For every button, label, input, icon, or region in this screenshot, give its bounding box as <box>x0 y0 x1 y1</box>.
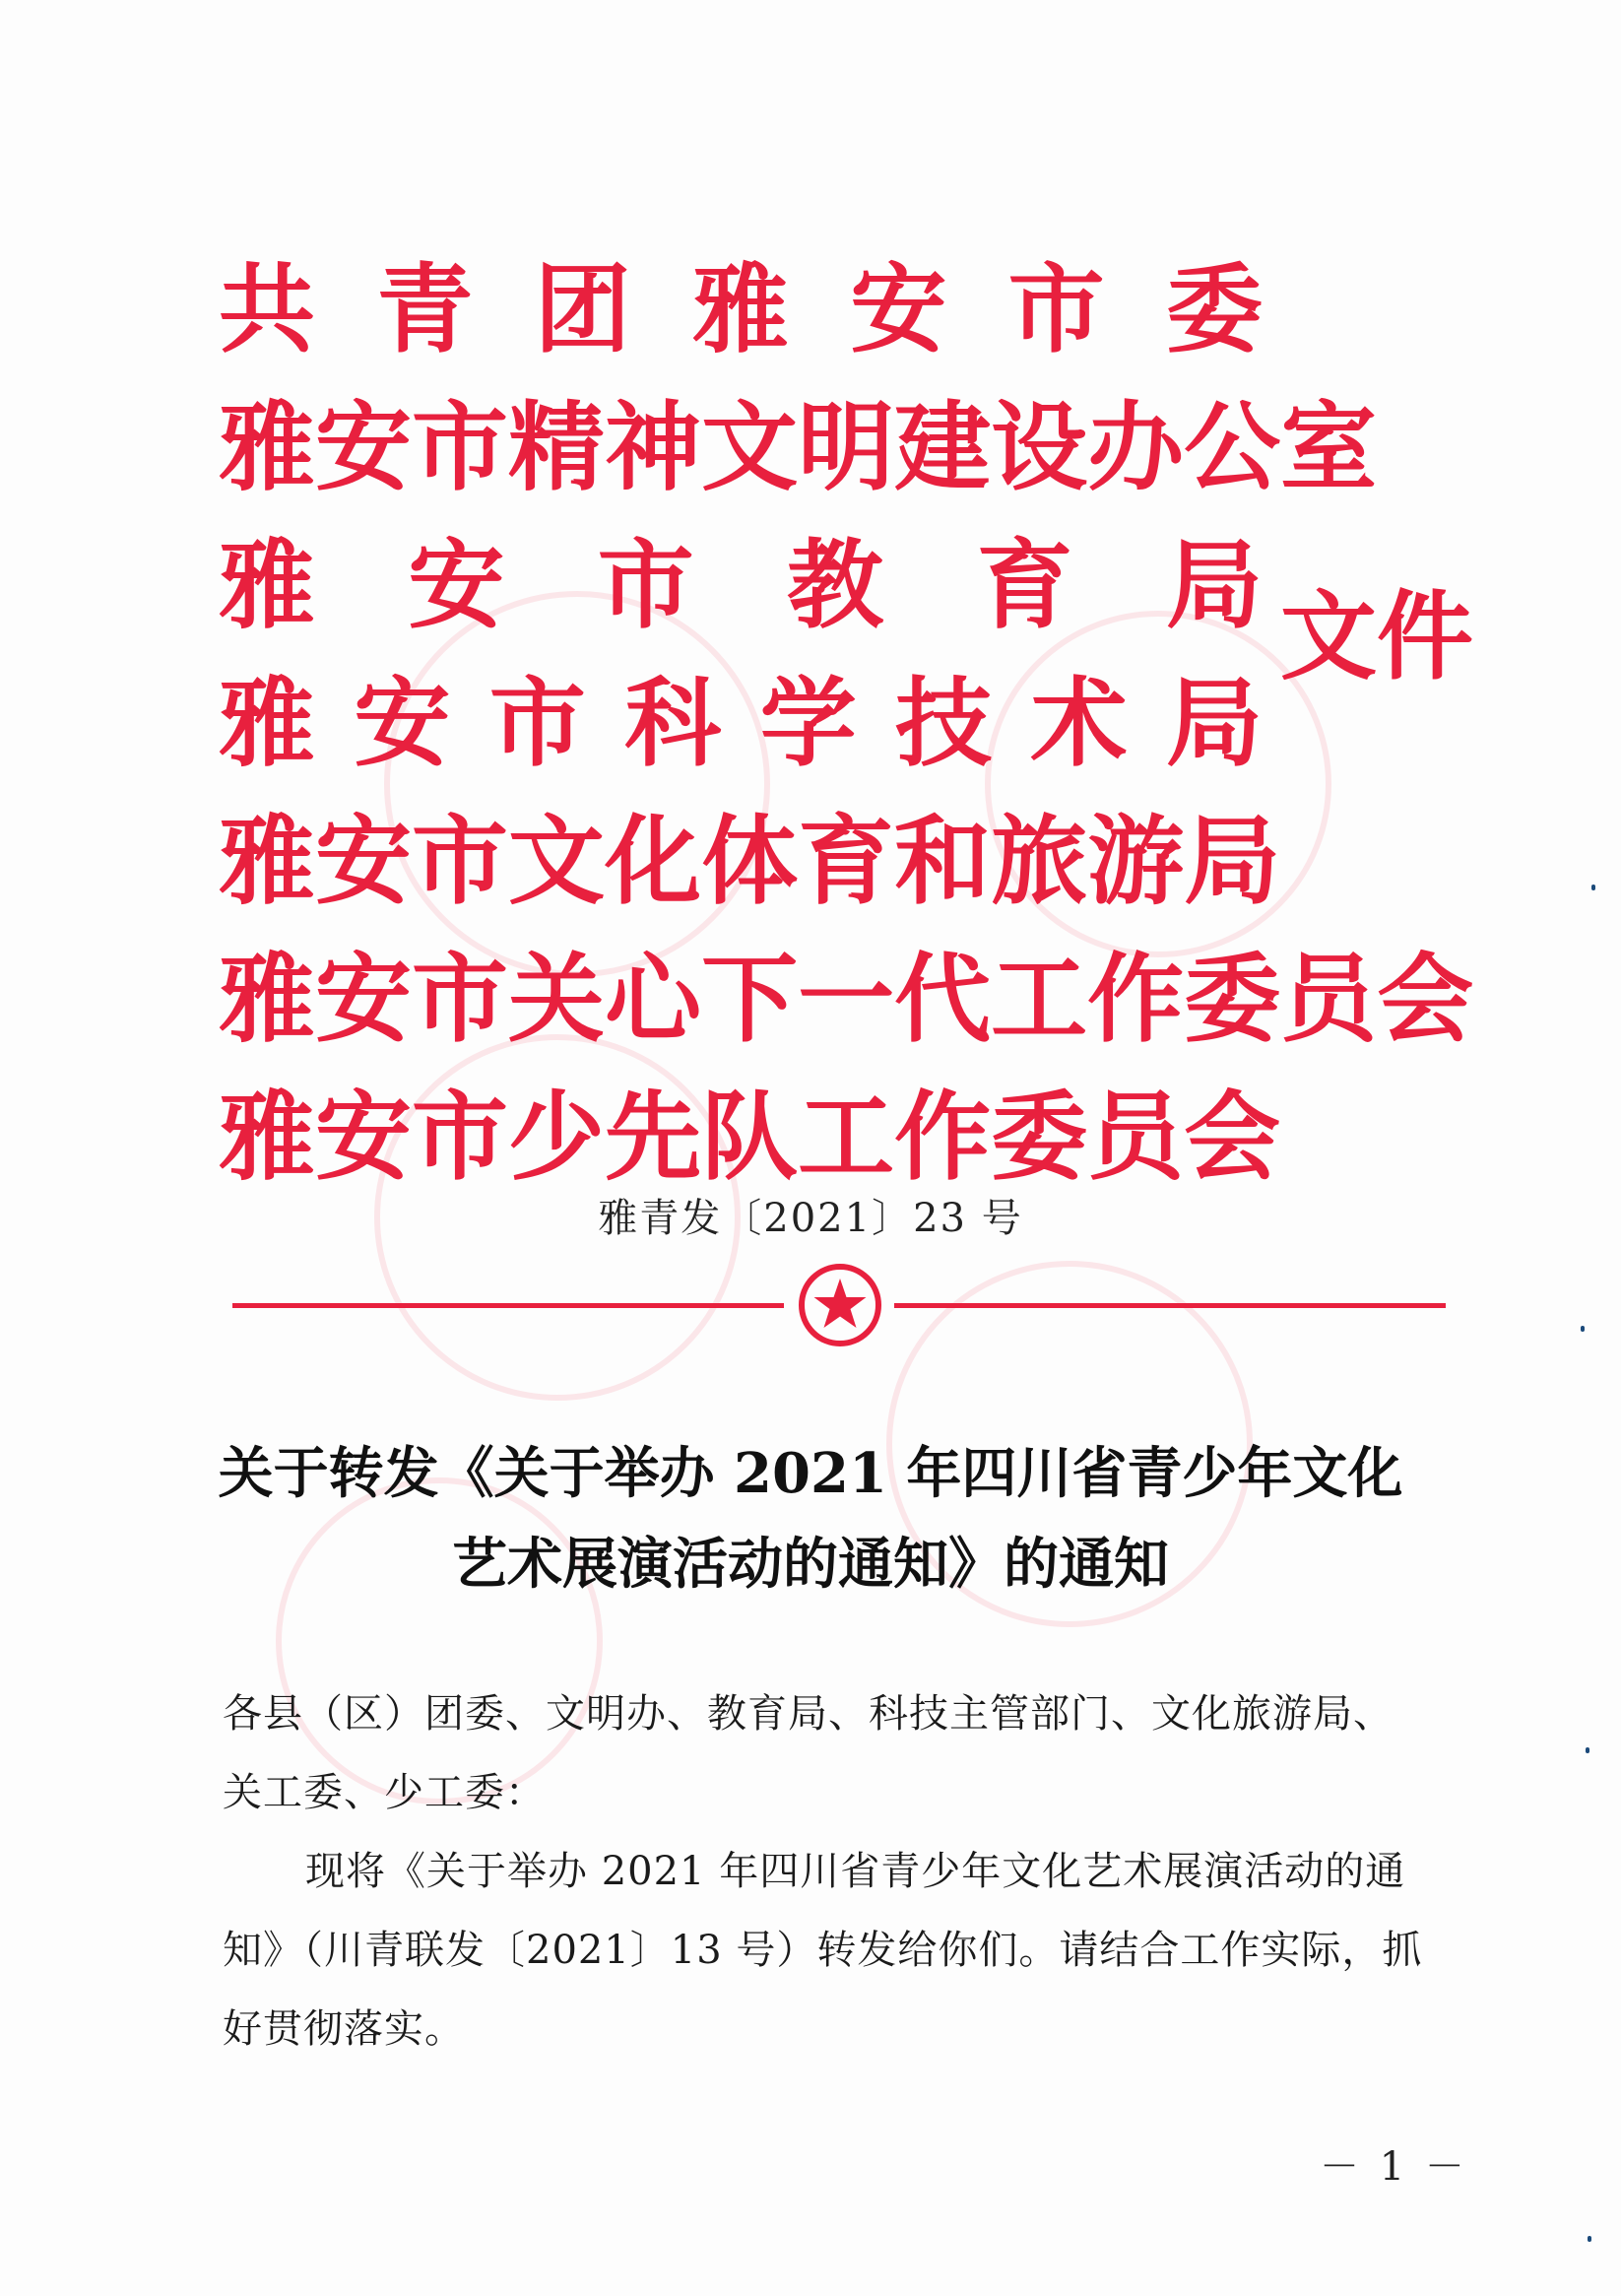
page-number: － 1 － <box>1320 2144 1468 2190</box>
red-divider <box>232 1263 1446 1351</box>
issuer-char: 局 <box>1184 806 1281 918</box>
issuer-char: 安 <box>315 806 413 918</box>
issuer-char: 技 <box>895 668 993 780</box>
issuer-char: 委 <box>991 1082 1088 1194</box>
issuer-char: 教 <box>787 530 884 642</box>
issuer-char: 安 <box>315 392 413 504</box>
issuer-char: 雅 <box>219 806 316 918</box>
issuer-char: 安 <box>354 668 451 780</box>
issuer-char: 术 <box>1030 668 1128 780</box>
issuer-char: 办 <box>1087 392 1185 504</box>
issuer-char: 雅 <box>219 392 316 504</box>
title-line-1: 关于转发《关于举办 2021 年四川省青少年文化 <box>218 1441 1403 1506</box>
issuer-char: 建 <box>894 392 992 504</box>
issuer-char: 市 <box>412 944 509 1056</box>
title-line-2: 艺术展演活动的通知》的通知 <box>452 1532 1169 1597</box>
issuer-line <box>219 517 1263 655</box>
issuer-char: 安 <box>850 254 947 366</box>
issuer-char: 市 <box>412 806 509 918</box>
star-emblem-icon <box>798 1263 882 1347</box>
divider-line-left <box>232 1303 784 1308</box>
issuer-char: 神 <box>605 392 702 504</box>
issuer-char: 雅 <box>219 530 316 642</box>
issuer-char: 会 <box>1184 1082 1281 1194</box>
issuer-line <box>219 379 1378 517</box>
issuer-char: 代 <box>894 944 992 1056</box>
issuer-char: 市 <box>412 392 509 504</box>
issuer-char: 雅 <box>219 944 316 1056</box>
issuer-line <box>219 931 1474 1069</box>
issuer-char: 育 <box>976 530 1073 642</box>
issuer-char: 体 <box>701 806 799 918</box>
issuer-line <box>219 1069 1281 1207</box>
document-body <box>223 1674 1434 2068</box>
issuer-char: 旅 <box>991 806 1088 918</box>
issuer-char: 委 <box>1165 254 1263 366</box>
issuer-char: 员 <box>1280 944 1378 1056</box>
issuer-char: 委 <box>1184 944 1281 1056</box>
issuer-char: 文 <box>508 806 606 918</box>
issuer-char: 雅 <box>219 668 316 780</box>
issuer-char: 市 <box>412 1082 509 1194</box>
recipients-line-1: 各县（区）团委、文明办、教育局、科技主管部门、文化旅游局、 <box>223 1691 1394 1737</box>
issuer-line <box>219 793 1281 931</box>
issuer-char: 室 <box>1280 392 1378 504</box>
issuer-char: 市 <box>488 668 586 780</box>
issuer-char: 局 <box>1165 668 1263 780</box>
scan-artifact <box>1591 885 1595 890</box>
issuer-char: 青 <box>376 254 474 366</box>
scan-artifact <box>1581 1326 1585 1332</box>
issuer-char: 科 <box>624 668 722 780</box>
issuer-char: 工 <box>798 1082 895 1194</box>
issuer-char: 会 <box>1377 944 1474 1056</box>
recipients-line-2: 关工委、少工委： <box>223 1770 546 1815</box>
issuer-char: 化 <box>605 806 702 918</box>
issuer-char: 安 <box>315 1082 413 1194</box>
issuer-char: 雅 <box>691 254 789 366</box>
issuer-char: 局 <box>1165 530 1263 642</box>
issuer-line <box>219 241 1263 379</box>
document-number: 雅青发〔2021〕23 号 <box>598 1196 1023 1241</box>
issuer-char: 雅 <box>219 1082 316 1194</box>
issuer-char: 先 <box>605 1082 702 1194</box>
issuer-char: 学 <box>759 668 857 780</box>
divider-line-right <box>894 1303 1446 1308</box>
issuer-char: 团 <box>534 254 631 366</box>
issuer-char: 市 <box>597 530 694 642</box>
issuer-char: 游 <box>1087 806 1185 918</box>
issuer-char: 作 <box>1087 944 1185 1056</box>
issuer-char: 明 <box>798 392 895 504</box>
issuer-char: 工 <box>991 944 1088 1056</box>
issuer-char: 少 <box>508 1082 606 1194</box>
issuer-char: 安 <box>315 944 413 1056</box>
issuer-line <box>219 655 1263 793</box>
issuer-char: 下 <box>701 944 799 1056</box>
issuer-char: 市 <box>1007 254 1105 366</box>
issuer-char: 关 <box>508 944 606 1056</box>
issuer-char: 文 <box>701 392 799 504</box>
issuer-char: 员 <box>1087 1082 1185 1194</box>
issuer-char: 精 <box>508 392 606 504</box>
issuer-char: 共 <box>219 254 316 366</box>
document-type-label: 文件 <box>1280 581 1474 693</box>
issuer-char: 队 <box>701 1082 799 1194</box>
issuer-char: 心 <box>605 944 702 1056</box>
scan-artifact <box>1588 2236 1591 2242</box>
issuer-char: 公 <box>1184 392 1281 504</box>
scan-artifact <box>1586 1747 1589 1753</box>
document-title <box>197 1428 1424 1609</box>
issuer-char: 安 <box>408 530 505 642</box>
issuer-char: 一 <box>798 944 895 1056</box>
issuer-char: 育 <box>798 806 895 918</box>
body-paragraph: 现将《关于举办 2021 年四川省青少年文化艺术展演活动的通知》（川青联发〔2021〕13 号）转发给你们。请结合工作实际，抓好贯彻落实。 <box>223 1849 1423 2052</box>
issuer-char: 和 <box>894 806 992 918</box>
issuer-char: 设 <box>991 392 1088 504</box>
issuer-char: 作 <box>894 1082 992 1194</box>
